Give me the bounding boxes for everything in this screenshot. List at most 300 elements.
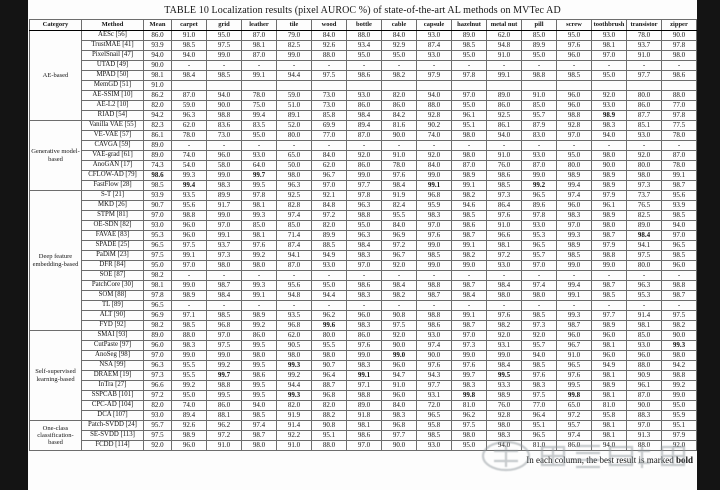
- value-cell: 99.1: [452, 181, 487, 191]
- value-cell: 86.0: [347, 331, 382, 341]
- value-cell: 97.0: [312, 181, 347, 191]
- value-cell: 74.0: [172, 151, 207, 161]
- value-cell: 90.8: [312, 421, 347, 431]
- value-cell: 87.0: [242, 51, 277, 61]
- column-header-tile: tile: [277, 20, 312, 31]
- value-cell: [662, 81, 697, 91]
- value-cell: 97.1: [172, 311, 207, 321]
- value-cell: 77.0: [522, 401, 557, 411]
- value-cell: 91.0: [522, 91, 557, 101]
- value-cell: 98.5: [557, 71, 592, 81]
- footer-note-text: In each column, the best result is marked: [526, 455, 676, 465]
- value-cell: 99.2: [172, 381, 207, 391]
- method-cell: VAE-grad [61]: [82, 151, 144, 161]
- value-cell: 69.9: [312, 121, 347, 131]
- value-cell: -: [662, 301, 697, 311]
- value-cell: 96.5: [417, 411, 452, 421]
- mean-cell: 92.0: [144, 441, 172, 451]
- value-cell: 98.9: [592, 381, 627, 391]
- value-cell: -: [242, 141, 277, 151]
- value-cell: 95.7: [522, 111, 557, 121]
- value-cell: 91.0: [277, 441, 312, 451]
- value-cell: 99.5: [557, 381, 592, 391]
- value-cell: 94.3: [417, 371, 452, 381]
- table-row: [30, 181, 697, 191]
- value-cell: 99.7: [452, 371, 487, 381]
- mean-cell: 93.0: [144, 221, 172, 231]
- value-cell: 98.9: [592, 321, 627, 331]
- value-cell: -: [382, 61, 417, 71]
- value-cell: 98.5: [417, 251, 452, 261]
- value-cell: 99.1: [452, 241, 487, 251]
- method-cell: DCA [107]: [82, 411, 144, 421]
- value-cell: 89.0: [347, 401, 382, 411]
- value-cell: 98.0: [592, 151, 627, 161]
- table-row: [30, 101, 697, 111]
- value-cell: 98.7: [592, 231, 627, 241]
- value-cell: 92.8: [417, 111, 452, 121]
- value-cell: 93.7: [627, 41, 662, 51]
- value-cell: 98.8: [592, 251, 627, 261]
- value-cell: 95.0: [557, 151, 592, 161]
- table-row: [30, 231, 697, 241]
- value-cell: 99.3: [557, 231, 592, 241]
- value-cell: -: [347, 271, 382, 281]
- value-cell: 91.7: [207, 201, 242, 211]
- value-cell: 93.0: [592, 31, 627, 41]
- value-cell: 98.2: [487, 321, 522, 331]
- value-cell: 98.0: [452, 131, 487, 141]
- value-cell: 97.4: [417, 341, 452, 351]
- value-cell: 95.8: [592, 411, 627, 421]
- value-cell: 93.7: [207, 241, 242, 251]
- value-cell: 87.9: [522, 121, 557, 131]
- mean-cell: 96.5: [144, 301, 172, 311]
- value-cell: 98.1: [242, 231, 277, 241]
- value-cell: 86.0: [557, 441, 592, 451]
- value-cell: [417, 81, 452, 91]
- value-cell: 98.9: [452, 171, 487, 181]
- value-cell: 74.0: [172, 401, 207, 411]
- method-cell: SOM [88]: [82, 291, 144, 301]
- table-row: [30, 431, 697, 441]
- value-cell: 98.8: [417, 311, 452, 321]
- value-cell: 98.5: [172, 321, 207, 331]
- value-cell: 96.4: [312, 371, 347, 381]
- value-cell: 99.1: [452, 311, 487, 321]
- value-cell: 97.7: [627, 71, 662, 81]
- mean-cell: 96.0: [144, 341, 172, 351]
- value-cell: 98.7: [592, 281, 627, 291]
- value-cell: 84.8: [312, 201, 347, 211]
- value-cell: 98.3: [382, 411, 417, 421]
- method-cell: PixelSnail [47]: [82, 51, 144, 61]
- value-cell: 73.0: [312, 101, 347, 111]
- value-cell: 97.6: [382, 171, 417, 181]
- value-cell: -: [382, 271, 417, 281]
- value-cell: 90.0: [417, 351, 452, 361]
- column-header-grid: grid: [207, 20, 242, 31]
- mean-cell: 91.0: [144, 81, 172, 91]
- value-cell: 95.0: [347, 51, 382, 61]
- table-row: [30, 161, 697, 171]
- value-cell: 98.9: [592, 181, 627, 191]
- value-cell: -: [662, 141, 697, 151]
- value-cell: 98.5: [452, 211, 487, 221]
- value-cell: 98.4: [487, 361, 522, 371]
- value-cell: -: [382, 301, 417, 311]
- value-cell: 89.9: [522, 41, 557, 51]
- method-cell: CPC-AD [104]: [82, 401, 144, 411]
- column-header-pill: pill: [522, 20, 557, 31]
- mean-cell: 95.7: [144, 421, 172, 431]
- table-row: [30, 31, 697, 41]
- method-cell: NSA [99]: [82, 361, 144, 371]
- value-cell: 58.0: [207, 161, 242, 171]
- value-cell: 95.0: [347, 221, 382, 231]
- value-cell: 99.8: [557, 391, 592, 401]
- value-cell: 98.3: [347, 251, 382, 261]
- value-cell: 88.1: [207, 411, 242, 421]
- value-cell: 75.0: [242, 101, 277, 111]
- column-header-metal-nut: metal nut: [487, 20, 522, 31]
- value-cell: -: [347, 61, 382, 71]
- value-cell: 98.2: [382, 291, 417, 301]
- value-cell: 86.0: [627, 101, 662, 111]
- mean-cell: 82.3: [144, 121, 172, 131]
- value-cell: 96.0: [557, 51, 592, 61]
- value-cell: 94.0: [417, 91, 452, 101]
- value-cell: 97.0: [557, 131, 592, 141]
- value-cell: 99.0: [207, 211, 242, 221]
- letterbox-right: [697, 0, 720, 490]
- value-cell: 98.0: [522, 291, 557, 301]
- value-cell: 80.0: [627, 161, 662, 171]
- value-cell: 98.8: [347, 211, 382, 221]
- value-cell: 81.0: [592, 401, 627, 411]
- value-cell: 95.0: [452, 51, 487, 61]
- value-cell: 98.6: [347, 71, 382, 81]
- value-cell: 98.9: [592, 171, 627, 181]
- table-row: [30, 421, 697, 431]
- value-cell: 98.5: [242, 411, 277, 421]
- value-cell: 98.0: [277, 171, 312, 181]
- value-cell: 93.0: [347, 91, 382, 101]
- value-cell: 97.0: [662, 231, 697, 241]
- value-cell: 96.3: [627, 281, 662, 291]
- value-cell: 98.9: [592, 111, 627, 121]
- value-cell: 95.6: [172, 201, 207, 211]
- value-cell: 98.5: [662, 251, 697, 261]
- value-cell: -: [452, 301, 487, 311]
- value-cell: 98.5: [207, 71, 242, 81]
- value-cell: 76.0: [487, 401, 522, 411]
- letterbox-left: [0, 0, 28, 490]
- value-cell: 99.2: [277, 371, 312, 381]
- value-cell: 98.0: [662, 51, 697, 61]
- value-cell: 62.0: [277, 331, 312, 341]
- value-cell: -: [417, 301, 452, 311]
- method-cell: PatchCore [30]: [82, 281, 144, 291]
- value-cell: 80.0: [627, 261, 662, 271]
- method-cell: InTra [27]: [82, 381, 144, 391]
- value-cell: 88.0: [312, 51, 347, 61]
- value-cell: 98.2: [382, 71, 417, 81]
- value-cell: 62.0: [312, 161, 347, 171]
- value-cell: 98.4: [207, 291, 242, 301]
- value-cell: 78.0: [627, 31, 662, 41]
- value-cell: 98.6: [347, 281, 382, 291]
- mean-cell: 97.0: [144, 351, 172, 361]
- value-cell: 99.0: [347, 171, 382, 181]
- table-row: [30, 361, 697, 371]
- value-cell: -: [172, 61, 207, 71]
- value-cell: 98.0: [452, 431, 487, 441]
- value-cell: 97.3: [207, 251, 242, 261]
- value-cell: 98.3: [172, 341, 207, 351]
- table-row: [30, 441, 697, 451]
- value-cell: 97.2: [487, 251, 522, 261]
- value-cell: 98.1: [592, 41, 627, 51]
- value-cell: -: [312, 301, 347, 311]
- value-cell: [242, 81, 277, 91]
- value-cell: 95.0: [592, 71, 627, 81]
- value-cell: 99.0: [382, 351, 417, 361]
- value-cell: 80.0: [627, 91, 662, 101]
- value-cell: 93.0: [627, 341, 662, 351]
- value-cell: 98.9: [242, 311, 277, 321]
- value-cell: 84.0: [417, 161, 452, 171]
- column-header-zipper: zipper: [662, 20, 697, 31]
- table-row: [30, 251, 697, 261]
- value-cell: 98.7: [662, 291, 697, 301]
- value-cell: 97.3: [627, 181, 662, 191]
- value-cell: 84.0: [382, 401, 417, 411]
- value-cell: 98.7: [662, 181, 697, 191]
- table-row: [30, 111, 697, 121]
- table-row: [30, 351, 697, 361]
- value-cell: [487, 81, 522, 91]
- value-cell: 99.5: [242, 381, 277, 391]
- value-cell: 85.0: [522, 101, 557, 111]
- value-cell: 90.9: [627, 371, 662, 381]
- value-cell: 81.6: [382, 121, 417, 131]
- value-cell: 98.3: [487, 431, 522, 441]
- value-cell: 97.5: [207, 341, 242, 351]
- value-cell: 95.1: [522, 421, 557, 431]
- value-cell: 94.4: [312, 291, 347, 301]
- value-cell: -: [277, 301, 312, 311]
- value-cell: 98.2: [662, 321, 697, 331]
- value-cell: -: [522, 271, 557, 281]
- value-cell: 93.0: [487, 261, 522, 271]
- value-cell: -: [312, 61, 347, 71]
- header-row: [30, 20, 697, 31]
- mean-cell: 97.3: [144, 371, 172, 381]
- method-cell: FCDD [114]: [82, 441, 144, 451]
- value-cell: 94.1: [627, 241, 662, 251]
- category-cell: Generative model-based: [30, 121, 82, 191]
- value-cell: 93.1: [417, 391, 452, 401]
- value-cell: -: [417, 271, 452, 281]
- mean-cell: 82.0: [144, 101, 172, 111]
- value-cell: 78.0: [382, 161, 417, 171]
- method-cell: AESc [56]: [82, 31, 144, 41]
- value-cell: 86.0: [487, 101, 522, 111]
- mean-cell: 93.0: [144, 411, 172, 421]
- value-cell: 93.3: [487, 381, 522, 391]
- value-cell: 82.5: [627, 211, 662, 221]
- value-cell: 98.6: [347, 431, 382, 441]
- value-cell: 98.9: [172, 431, 207, 441]
- value-cell: 96.1: [627, 381, 662, 391]
- value-cell: 96.0: [592, 351, 627, 361]
- value-cell: 99.5: [242, 341, 277, 351]
- method-cell: AnoGAN [17]: [82, 161, 144, 171]
- value-cell: 96.1: [452, 111, 487, 121]
- value-cell: 84.0: [382, 221, 417, 231]
- value-cell: 90.0: [627, 401, 662, 411]
- table-row: [30, 191, 697, 201]
- value-cell: -: [242, 301, 277, 311]
- value-cell: 87.0: [627, 391, 662, 401]
- value-cell: 82.0: [277, 401, 312, 411]
- column-header-toothbrush: toothbrush: [592, 20, 627, 31]
- value-cell: 97.6: [522, 371, 557, 381]
- value-cell: 81.0: [452, 401, 487, 411]
- value-cell: 96.0: [347, 311, 382, 321]
- value-cell: 89.0: [487, 91, 522, 101]
- value-cell: 93.0: [417, 441, 452, 451]
- table-row: [30, 291, 697, 301]
- value-cell: -: [592, 61, 627, 71]
- value-cell: 97.6: [487, 211, 522, 221]
- value-cell: 99.1: [207, 231, 242, 241]
- value-cell: 97.2: [207, 431, 242, 441]
- value-cell: 92.0: [662, 441, 697, 451]
- category-cell: Deep feature embedding-based: [30, 191, 82, 331]
- value-cell: 91.0: [382, 381, 417, 391]
- method-cell: MPAD [50]: [82, 71, 144, 81]
- value-cell: 88.7: [312, 381, 347, 391]
- mean-cell: 95.0: [144, 261, 172, 271]
- value-cell: 95.0: [172, 391, 207, 401]
- value-cell: 99.0: [452, 351, 487, 361]
- mean-cell: 97.5: [144, 431, 172, 441]
- value-cell: 85.0: [627, 331, 662, 341]
- value-cell: 96.8: [382, 421, 417, 431]
- value-cell: -: [627, 141, 662, 151]
- method-cell: CAVGA [59]: [82, 141, 144, 151]
- value-cell: 97.0: [347, 441, 382, 451]
- value-cell: 98.0: [207, 261, 242, 271]
- value-cell: 79.0: [277, 31, 312, 41]
- value-cell: 98.7: [207, 281, 242, 291]
- value-cell: 97.2: [382, 241, 417, 251]
- value-cell: 99.2: [662, 381, 697, 391]
- value-cell: 97.0: [557, 221, 592, 231]
- value-cell: 89.0: [452, 31, 487, 41]
- value-cell: -: [277, 141, 312, 151]
- method-cell: AE-SSIM [10]: [82, 91, 144, 101]
- value-cell: 99.0: [487, 351, 522, 361]
- value-cell: 77.5: [662, 121, 697, 131]
- value-cell: 96.5: [662, 241, 697, 251]
- value-cell: 88.2: [312, 411, 347, 421]
- value-cell: 98.6: [487, 171, 522, 181]
- value-cell: 99.3: [277, 391, 312, 401]
- value-cell: 97.7: [347, 181, 382, 191]
- value-cell: 97.4: [522, 281, 557, 291]
- value-cell: 88.0: [347, 31, 382, 41]
- value-cell: 80.0: [312, 331, 347, 341]
- value-cell: 94.0: [207, 91, 242, 101]
- table-row: [30, 391, 697, 401]
- value-cell: 95.5: [312, 341, 347, 351]
- method-cell: CutPaste [97]: [82, 341, 144, 351]
- value-cell: 89.6: [522, 201, 557, 211]
- value-cell: -: [487, 271, 522, 281]
- mean-cell: 97.2: [144, 391, 172, 401]
- value-cell: 98.7: [452, 231, 487, 241]
- value-cell: 99.4: [557, 281, 592, 291]
- value-cell: 98.0: [592, 221, 627, 231]
- method-cell: SOE [87]: [82, 271, 144, 281]
- value-cell: 99.3: [662, 341, 697, 351]
- value-cell: 98.1: [592, 341, 627, 351]
- value-cell: 97.0: [452, 331, 487, 341]
- value-cell: 95.0: [452, 441, 487, 451]
- value-cell: 98.1: [627, 321, 662, 331]
- value-cell: 98.9: [557, 241, 592, 251]
- value-cell: 98.6: [417, 321, 452, 331]
- value-cell: 99.0: [207, 171, 242, 181]
- value-cell: 98.5: [417, 431, 452, 441]
- mean-cell: 96.9: [144, 311, 172, 321]
- footer-note: [28, 455, 693, 465]
- value-cell: -: [557, 61, 592, 71]
- value-cell: 98.7: [417, 291, 452, 301]
- method-cell: UTAD [49]: [82, 61, 144, 71]
- mean-cell: 93.9: [144, 191, 172, 201]
- value-cell: 99.2: [242, 321, 277, 331]
- value-cell: 94.0: [487, 441, 522, 451]
- value-cell: 97.9: [592, 241, 627, 251]
- value-cell: -: [662, 61, 697, 71]
- value-cell: 76.5: [627, 201, 662, 211]
- value-cell: 99.0: [277, 51, 312, 61]
- value-cell: -: [312, 141, 347, 151]
- value-cell: 94.0: [592, 131, 627, 141]
- value-cell: 96.0: [627, 351, 662, 361]
- column-header-screw: screw: [557, 20, 592, 31]
- mean-cell: 96.6: [144, 381, 172, 391]
- mean-cell: 98.5: [144, 181, 172, 191]
- value-cell: [452, 81, 487, 91]
- value-cell: 89.9: [312, 231, 347, 241]
- value-cell: 98.3: [347, 291, 382, 301]
- value-cell: 94.9: [312, 251, 347, 261]
- value-cell: 90.0: [592, 161, 627, 171]
- value-cell: 99.5: [242, 361, 277, 371]
- value-cell: 98.0: [662, 351, 697, 361]
- value-cell: 98.5: [522, 361, 557, 371]
- table-row: [30, 241, 697, 251]
- method-cell: Patch-SVDD [24]: [82, 421, 144, 431]
- value-cell: 91.3: [627, 431, 662, 441]
- value-cell: 96.5: [522, 191, 557, 201]
- value-cell: 93.0: [522, 221, 557, 231]
